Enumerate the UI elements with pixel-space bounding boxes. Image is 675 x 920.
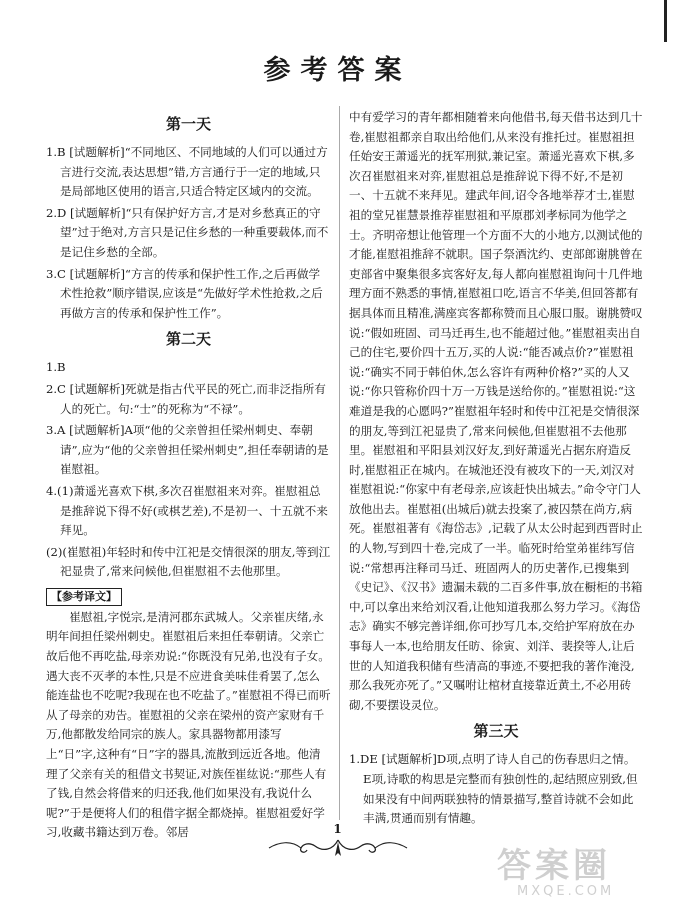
watermark xyxy=(487,836,657,908)
day2-answers xyxy=(46,358,331,582)
day3-answers xyxy=(349,750,643,828)
reference-translation-label: 【参考译文】 xyxy=(46,588,122,606)
left-column xyxy=(46,108,331,843)
answer-item: (2)(崔慰祖)年轻时和传中江祀是交情很深的朋友,等到江祀显贵了,常来问候他,但崔慰祖不去他那里。 xyxy=(46,544,331,579)
translation-paragraph: 崔慰祖,字悦宗,是清河郡东武城人。父亲崔庆绪,永明年间担任梁州刺史。崔慰祖后来担任奉朝请。父亲亡故后他不再吃盐,母亲劝说:“你既没有兄弟,也没有子女。遇大丧不灭孝的本性,只是不应进食美味佳肴罢了,怎么能连盐也不吃呢?我现在也不吃盐了。”崔慰祖不得已而听从了母亲的劝告。崔慰祖的父亲在梁州的资产家财有千万,他都散发给同宗的族人。家具器物都用漆写上“日”字,这种有“日”字的器具,流散到远近各地。他清理了父亲有关的租借文书契证,对族侄崔纮说:“那些人有了钱,自然会将借来的归还我,他们如果没有,我说什么呢?”于是便将人们的租借字据全都烧掉。崔慰祖爱好学习,收藏书籍达到万卷。邻居 xyxy=(46,609,331,840)
day2-heading: 第二天 xyxy=(165,330,211,349)
page-number: 1 xyxy=(333,822,342,836)
flourish-ornament-icon xyxy=(263,836,413,858)
answer-item: 1.B xyxy=(46,360,66,375)
page-title: 参考答案 xyxy=(263,55,412,86)
translation-continued: 中有爱学习的青年都相随着来向他借书,每天借书达到几十卷,崔慰祖都亲自取出给他们,从来没有推托过。崔慰祖担任始安王萧遥光的抚军刑狱,兼记室。萧遥光喜欢下棋,多次召崔慰祖来对弈,崔慰祖总是推辞说下得不好,不是初一、十五就不来拜见。建武年间,诏令各地举荐才士,崔慰祖的堂兄崔慧景推荐崔慰祖和平原郡刘孝标同为他学之士。齐明帝想让他管理一个方面不大的小地方,以测试他的才能,崔慰祖推辞不就职。国子祭酒沈约、吏部郎谢朓曾在吏部省中聚集很多宾客好友,每人都向崔慰祖询问十几件地理方面不熟悉的事情,崔慰祖口吃,语言不华美,但回答都有据具体而且精准,满座宾客都称赞而且心服口服。谢朓赞叹说:“假如班固、司马迁再生,也不能超过他。”崔慰祖卖出自己的住宅,要价四十五万,买的人说:“能否减点价?”崔慰祖说:“确实不同于韩伯休,怎么容许有两种价格?”买的人又说:“你只管称价四十万一万钱是送给你的。”崔慰祖说:“这难道是我的心愿吗?”崔慰祖年轻时和传中江祀是交情很深的朋友,等到江祀显贵了,常来问候他,但崔慰祖不去他那里。崔慰祖和平阳县刘汉好友,到好萧遥光占据东府造反时,崔慰祖正在城内。在城池还没有被攻下的一天,刘汉对崔慰祖说:“你家中有老母亲,应该赶快出城去。”命令守门人放他出去。崔慰祖(出城后)就去投案了,被囚禁在尚方,病死。崔慰祖著有《海岱志》,记载了从太公时起到西晋时止的人物,写到四十卷,完成了一半。临死时给堂弟崔纬写信说:“常想再注释司马迁、班固两人的历史著作,已搜集到《史记》、《汉书》遗漏未载的二百多件事,放在橱柜的书箱中,可以拿出来给刘汉看,让他知道我那么努力学习。《海岱志》确实不够完善详细,你可抄写几本,交给护军府放在办事每人一本,也给朋友任昉、徐寅、刘洋、裴揆等人,让后世的人知道我积储有些清高的事迹,不要把我的著作淹没,那么我死亦死了。”又嘱咐让棺材直接靠近黄土,不必用砖砌,不要摆设灵位。 xyxy=(349,110,643,712)
right-column xyxy=(349,108,643,831)
answer-item: 3.C [试题解析]“方言的传承和保护性工作,之后再做学术性抢救”顺序错误,应该是“先做好学术性抢救,之后再做方言的传承和保护性工作”。 xyxy=(46,266,323,320)
watermark-brand: 答案圈 xyxy=(497,846,611,886)
watermark-url: MXQE.COM xyxy=(517,884,615,899)
answer-item: 1.B [试题解析]“不同地区、不同地域的人们可以通过方言进行交流,表达思想”错,方言通行于一定的地域,只是局部地区使用的语言,只适合特定区域内的交流。 xyxy=(46,145,328,199)
answer-item: 2.C [试题解析]死就是指古代平民的死亡,而非泛指所有人的死亡。句:“士”的死称为“不禄”。 xyxy=(46,381,326,416)
day3-heading: 第三天 xyxy=(473,722,519,741)
answer-item: 4.(1)萧遥光喜欢下棋,多次召崔慰祖来对弈。崔慰祖总是推辞说下得不好(或棋艺差),不是初一、十五就不来拜见。 xyxy=(46,483,328,538)
column-divider xyxy=(339,106,340,820)
day1-heading: 第一天 xyxy=(165,115,211,133)
answer-item: 2.D [试题解析]“只有保护好方言,才是对乡愁真正的守望”过于绝对,方言只是记住乡愁的一种重要载体,而不是记住乡愁的全部。 xyxy=(46,205,329,259)
answer-item: 1.DE [试题解析]D项,点明了诗人自己的伤春思归之情。E项,诗歌的构思是完整而有独创性的,起结照应别致,但如果没有中间两联独特的情景描写,整首诗就不会如此丰满,贯通而别有情趣。 xyxy=(349,752,638,826)
page-edge-line xyxy=(664,0,667,42)
answer-item: 3.A [试题解析]A项“他的父亲曾担任梁州刺史、奉朝请”,应为“他的父亲曾担任梁州刺史”,担任奉朝请的是崔慰祖。 xyxy=(46,423,329,477)
day1-answers xyxy=(46,143,331,323)
